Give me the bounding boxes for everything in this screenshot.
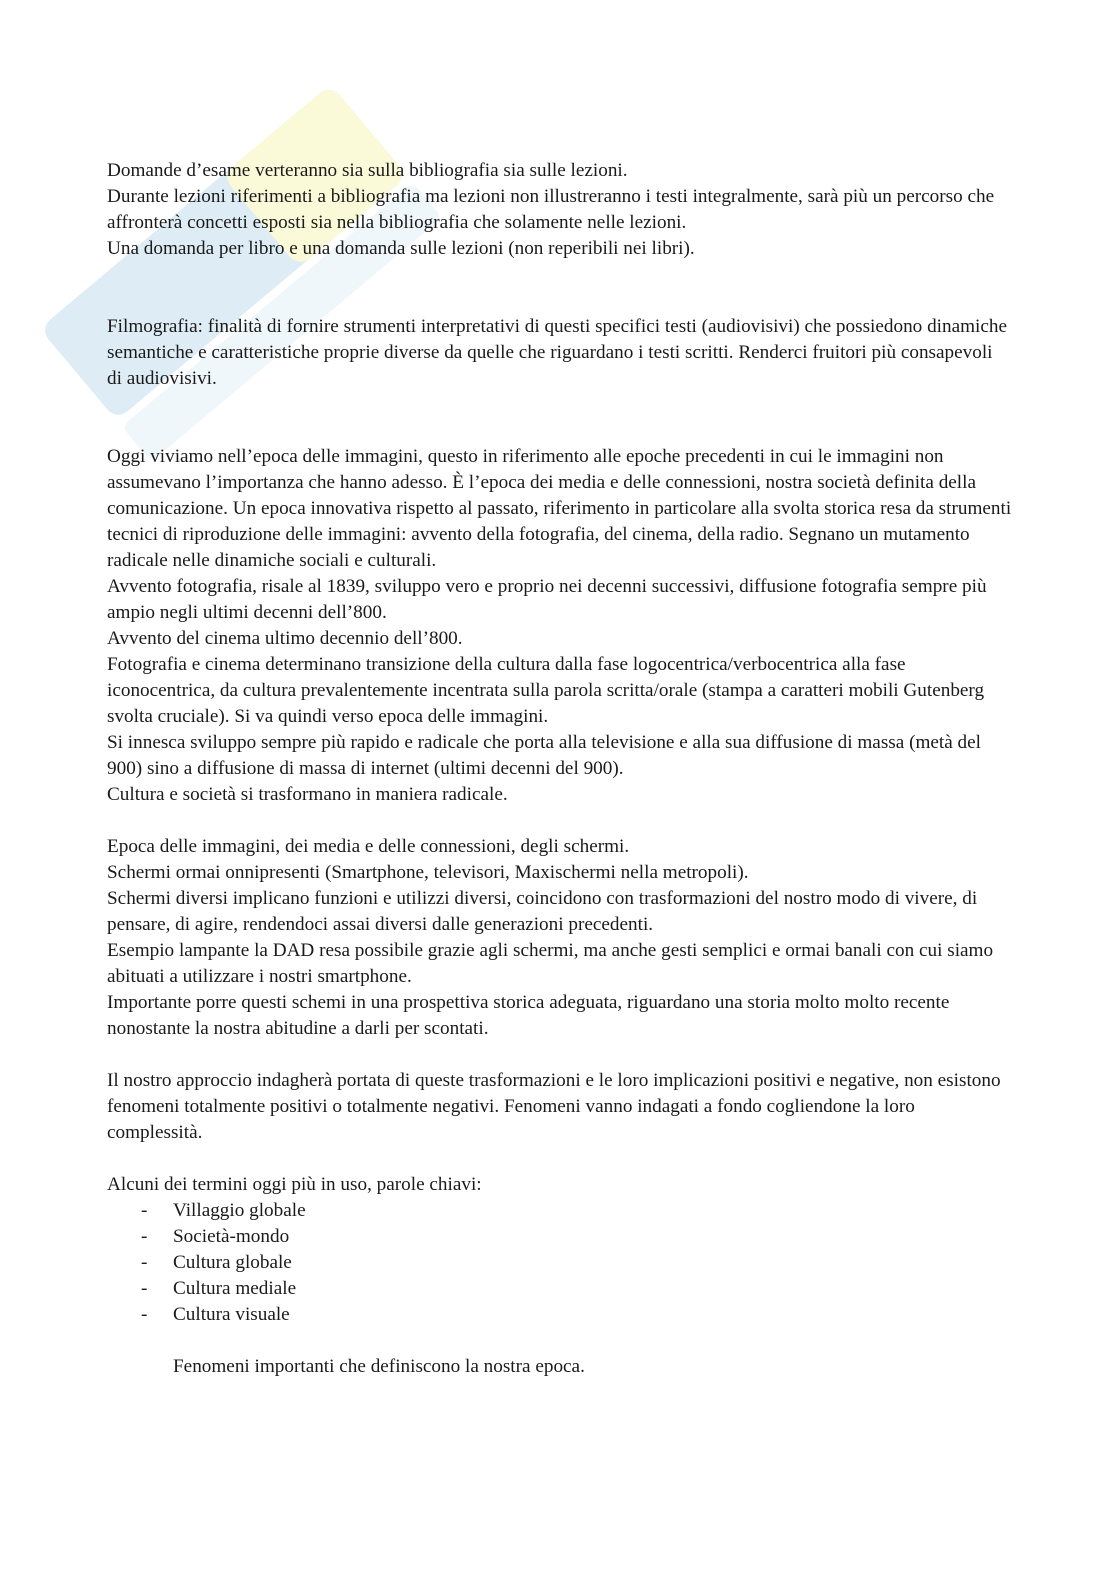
closing-note: Fenomeni importanti che definiscono la nostra epoca. <box>173 1356 585 1377</box>
approccio-section <box>107 1068 1012 1146</box>
document-body <box>107 158 1012 1380</box>
schermi-paragraph: Importante porre questi schemi in una prospettiva storica adeguata, riguardano una storia molto molto recente nonostante la nostra abitudine a darli per scontati. <box>107 992 950 1039</box>
list-bullet: - <box>141 1278 148 1299</box>
list-bullet: - <box>141 1304 148 1325</box>
epoca-paragraph: Cultura e società si trasformano in maniera radicale. <box>107 784 508 805</box>
keywords-list <box>107 1198 1012 1328</box>
intro-line: Una domanda per libro e una domanda sulle lezioni (non reperibili nei libri). <box>107 238 695 259</box>
epoca-paragraph: Si innesca sviluppo sempre più rapido e radicale che porta alla televisione e alla sua diffusione di massa (metà del 900) sino a diffusione di massa di internet (ultimi decenni del 900). <box>107 732 981 779</box>
epoca-paragraph: Avvento del cinema ultimo decennio dell’800. <box>107 628 463 649</box>
keywords-section <box>107 1172 1012 1328</box>
epoca-paragraph: Oggi viviamo nell’epoca delle immagini, questo in riferimento alle epoche precedenti in cui le immagini non assumevano l’importanza che hanno adesso. È l’epoca dei media e delle connessioni, nostra società definita della comunicazione. Un epoca innovativa rispetto al passato, riferimento in particolare alla svolta storica resa da strumenti tecnici di riproduzione delle immagini: avvento della fotografia, del cinema, della radio. Segnano un mutamento radicale nelle dinamiche sociali e culturali. <box>107 446 1012 571</box>
schermi-paragraph: Schermi diversi implicano funzioni e utilizzi diversi, coincidono con trasformazioni del nostro modo di vivere, di pensare, di agire, rendendoci assai diversi dalle generazioni precedenti. <box>107 888 978 935</box>
intro-section <box>107 158 1012 262</box>
list-bullet: - <box>141 1200 148 1221</box>
keyword-text: Cultura mediale <box>173 1278 297 1299</box>
keyword-text: Villaggio globale <box>173 1200 306 1221</box>
epoca-section <box>107 444 1012 808</box>
schermi-paragraph: Esempio lampante la DAD resa possibile grazie agli schermi, ma anche gesti semplici e ormai banali con cui siamo abituati a utilizzare i nostri smartphone. <box>107 940 994 987</box>
schermi-paragraph: Epoca delle immagini, dei media e delle connessioni, degli schermi. <box>107 836 630 857</box>
schermi-paragraph: Schermi ormai onnipresenti (Smartphone, televisori, Maxischermi nella metropoli). <box>107 862 749 883</box>
list-item <box>107 1198 1012 1224</box>
list-item <box>107 1224 1012 1250</box>
list-bullet: - <box>141 1252 148 1273</box>
list-item <box>107 1250 1012 1276</box>
keywords-intro: Alcuni dei termini oggi più in uso, parole chiavi: <box>107 1174 482 1195</box>
intro-line: Durante lezioni riferimenti a bibliografia ma lezioni non illustreranno i testi integralmente, sarà più un percorso che affronterà concetti esposti sia nella bibliografia che solamente nelle lezioni. <box>107 186 995 233</box>
keyword-text: Cultura globale <box>173 1252 292 1273</box>
keyword-text: Cultura visuale <box>173 1304 290 1325</box>
filmografia-section <box>107 314 1012 392</box>
list-bullet: - <box>141 1226 148 1247</box>
schermi-section <box>107 834 1012 1042</box>
filmografia-paragraph: Filmografia: finalità di fornire strumenti interpretativi di questi specifici testi (audiovisivi) che possiedono dinamiche semantiche e caratteristiche proprie diverse da quelle che riguardano i testi scritti. Renderci fruitori più consapevoli di audiovisivi. <box>107 316 1007 389</box>
approccio-paragraph: Il nostro approccio indagherà portata di queste trasformazioni e le loro implicazioni positivi e negative, non esistono fenomeni totalmente positivi o totalmente negativi. Fenomeni vanno indagati a fondo cogliendone la loro complessità. <box>107 1070 1001 1143</box>
list-item <box>107 1302 1012 1328</box>
epoca-paragraph: Fotografia e cinema determinano transizione della cultura dalla fase logocentrica/verbocentrica alla fase iconocentrica, da cultura prevalentemente incentrata sulla parola scritta/orale (stampa a caratteri mobili Gutenberg svolta cruciale). Si va quindi verso epoca delle immagini. <box>107 654 985 727</box>
list-item <box>107 1276 1012 1302</box>
epoca-paragraph: Avvento fotografia, risale al 1839, sviluppo vero e proprio nei decenni successivi, diffusione fotografia sempre più ampio negli ultimi decenni dell’800. <box>107 576 987 623</box>
intro-line: Domande d’esame verteranno sia sulla bibliografia sia sulle lezioni. <box>107 160 628 181</box>
keyword-text: Società-mondo <box>173 1226 290 1247</box>
